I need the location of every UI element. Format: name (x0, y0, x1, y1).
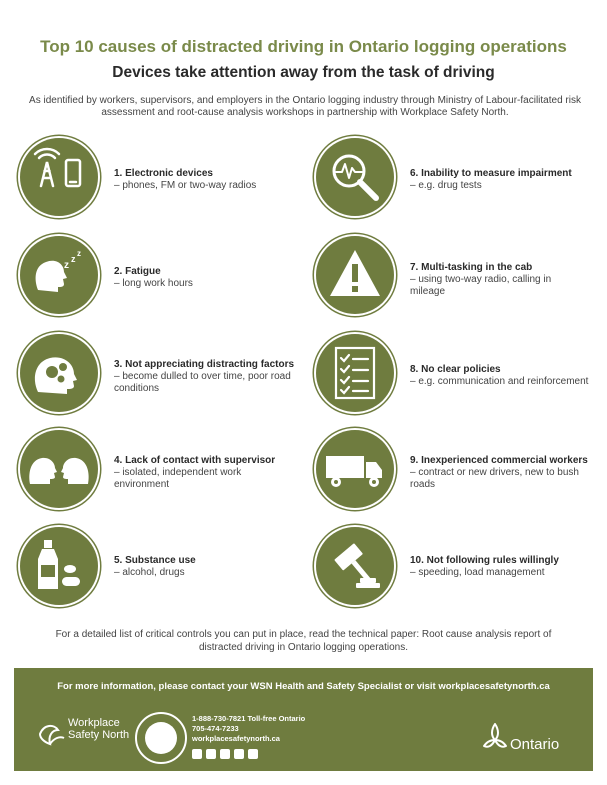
gavel-icon (316, 527, 394, 605)
cause-title: 1. Electronic devices (114, 168, 213, 179)
linkedin-icon[interactable] (206, 749, 216, 759)
sleeping-head-icon (20, 236, 98, 314)
cause-desc: – using two-way radio, calling in mileage (410, 274, 552, 297)
trillium-icon (480, 720, 510, 754)
cause-title: 3. Not appreciating distracting factors (114, 359, 295, 370)
facebook-icon[interactable] (220, 749, 230, 759)
ontario-wordmark: Ontario (510, 736, 560, 753)
svg-text:z: z (71, 254, 76, 264)
social-icons (192, 746, 262, 764)
cause-title: 5. Substance use (114, 555, 196, 566)
phone-local: 705-474-7233 (192, 724, 239, 733)
footer-banner (14, 668, 593, 771)
truck-icon (316, 430, 394, 508)
page-subtitle: Devices take attention away from the task of driving (112, 64, 495, 81)
footnote: For a detailed list of critical controls you can put in place, read the technical paper: Root cause analysis report of distracted driving in Ontario logging operations. (55, 629, 552, 653)
mine-rescue-seal (135, 712, 187, 764)
wsn-name-line2: Safety North (68, 729, 130, 741)
radio-tower-phone-icon (20, 138, 98, 216)
phone-tollfree: 1-888-730-7821 Toll-free Ontario (192, 714, 306, 723)
cause-desc: – long work hours (114, 278, 193, 289)
magnifier-pulse-icon (316, 138, 394, 216)
svg-text:z: z (77, 249, 81, 258)
cause-desc: – alcohol, drugs (114, 567, 185, 578)
cause-desc: – e.g. communication and reinforcement (410, 376, 589, 387)
cause-desc: – e.g. drug tests (410, 180, 482, 191)
cause-title: 6. Inability to measure impairment (410, 168, 572, 179)
bottle-pills-icon (20, 527, 98, 605)
checklist-icon (316, 334, 394, 412)
wsn-logo (36, 717, 130, 753)
intro-paragraph: As identified by workers, supervisors, and employers in the Ontario logging industry through Ministry of Labour-facilitated risk assessment and root-cause analysis workshops in partnership with Workplace Safety North. (29, 95, 581, 118)
head-gears-icon (20, 334, 98, 412)
cause-title: 4. Lack of contact with supervisor (114, 455, 276, 466)
cause-title: 10. Not following rules willingly (410, 555, 559, 566)
instagram-icon[interactable] (248, 749, 258, 759)
ontario-logo (480, 720, 560, 759)
cause-title: 7. Multi-tasking in the cab (410, 262, 533, 273)
cause-desc: – isolated, independent work environment (114, 467, 242, 490)
footer-info: For more information, please contact your WSN Health and Safety Specialist or visit workplacesafetynorth.ca (57, 681, 550, 692)
cause-desc: – speeding, load management (410, 567, 545, 578)
cause-title: 8. No clear policies (410, 364, 501, 375)
website-link[interactable]: workplacesafetynorth.ca (192, 734, 280, 743)
cause-desc: – phones, FM or two-way radios (114, 180, 257, 191)
twitter-icon[interactable] (192, 749, 202, 759)
two-heads-icon (20, 430, 98, 508)
wsn-name-line1: Workplace (68, 717, 120, 729)
cause-title: 9. Inexperienced commercial workers (410, 455, 588, 466)
page-title: Top 10 causes of distracted driving in Ontario logging operations (40, 37, 567, 56)
warning-triangle-icon (316, 236, 394, 314)
contact-info (192, 714, 305, 744)
cause-desc: – contract or new drivers, new to bush roads (410, 467, 579, 490)
youtube-icon[interactable] (234, 749, 244, 759)
svg-text:z: z (64, 260, 69, 271)
wsn-leaf-icon (36, 720, 66, 748)
cause-desc: – become dulled to over time, poor road conditions (114, 371, 291, 394)
cause-title: 2. Fatigue (114, 266, 161, 277)
